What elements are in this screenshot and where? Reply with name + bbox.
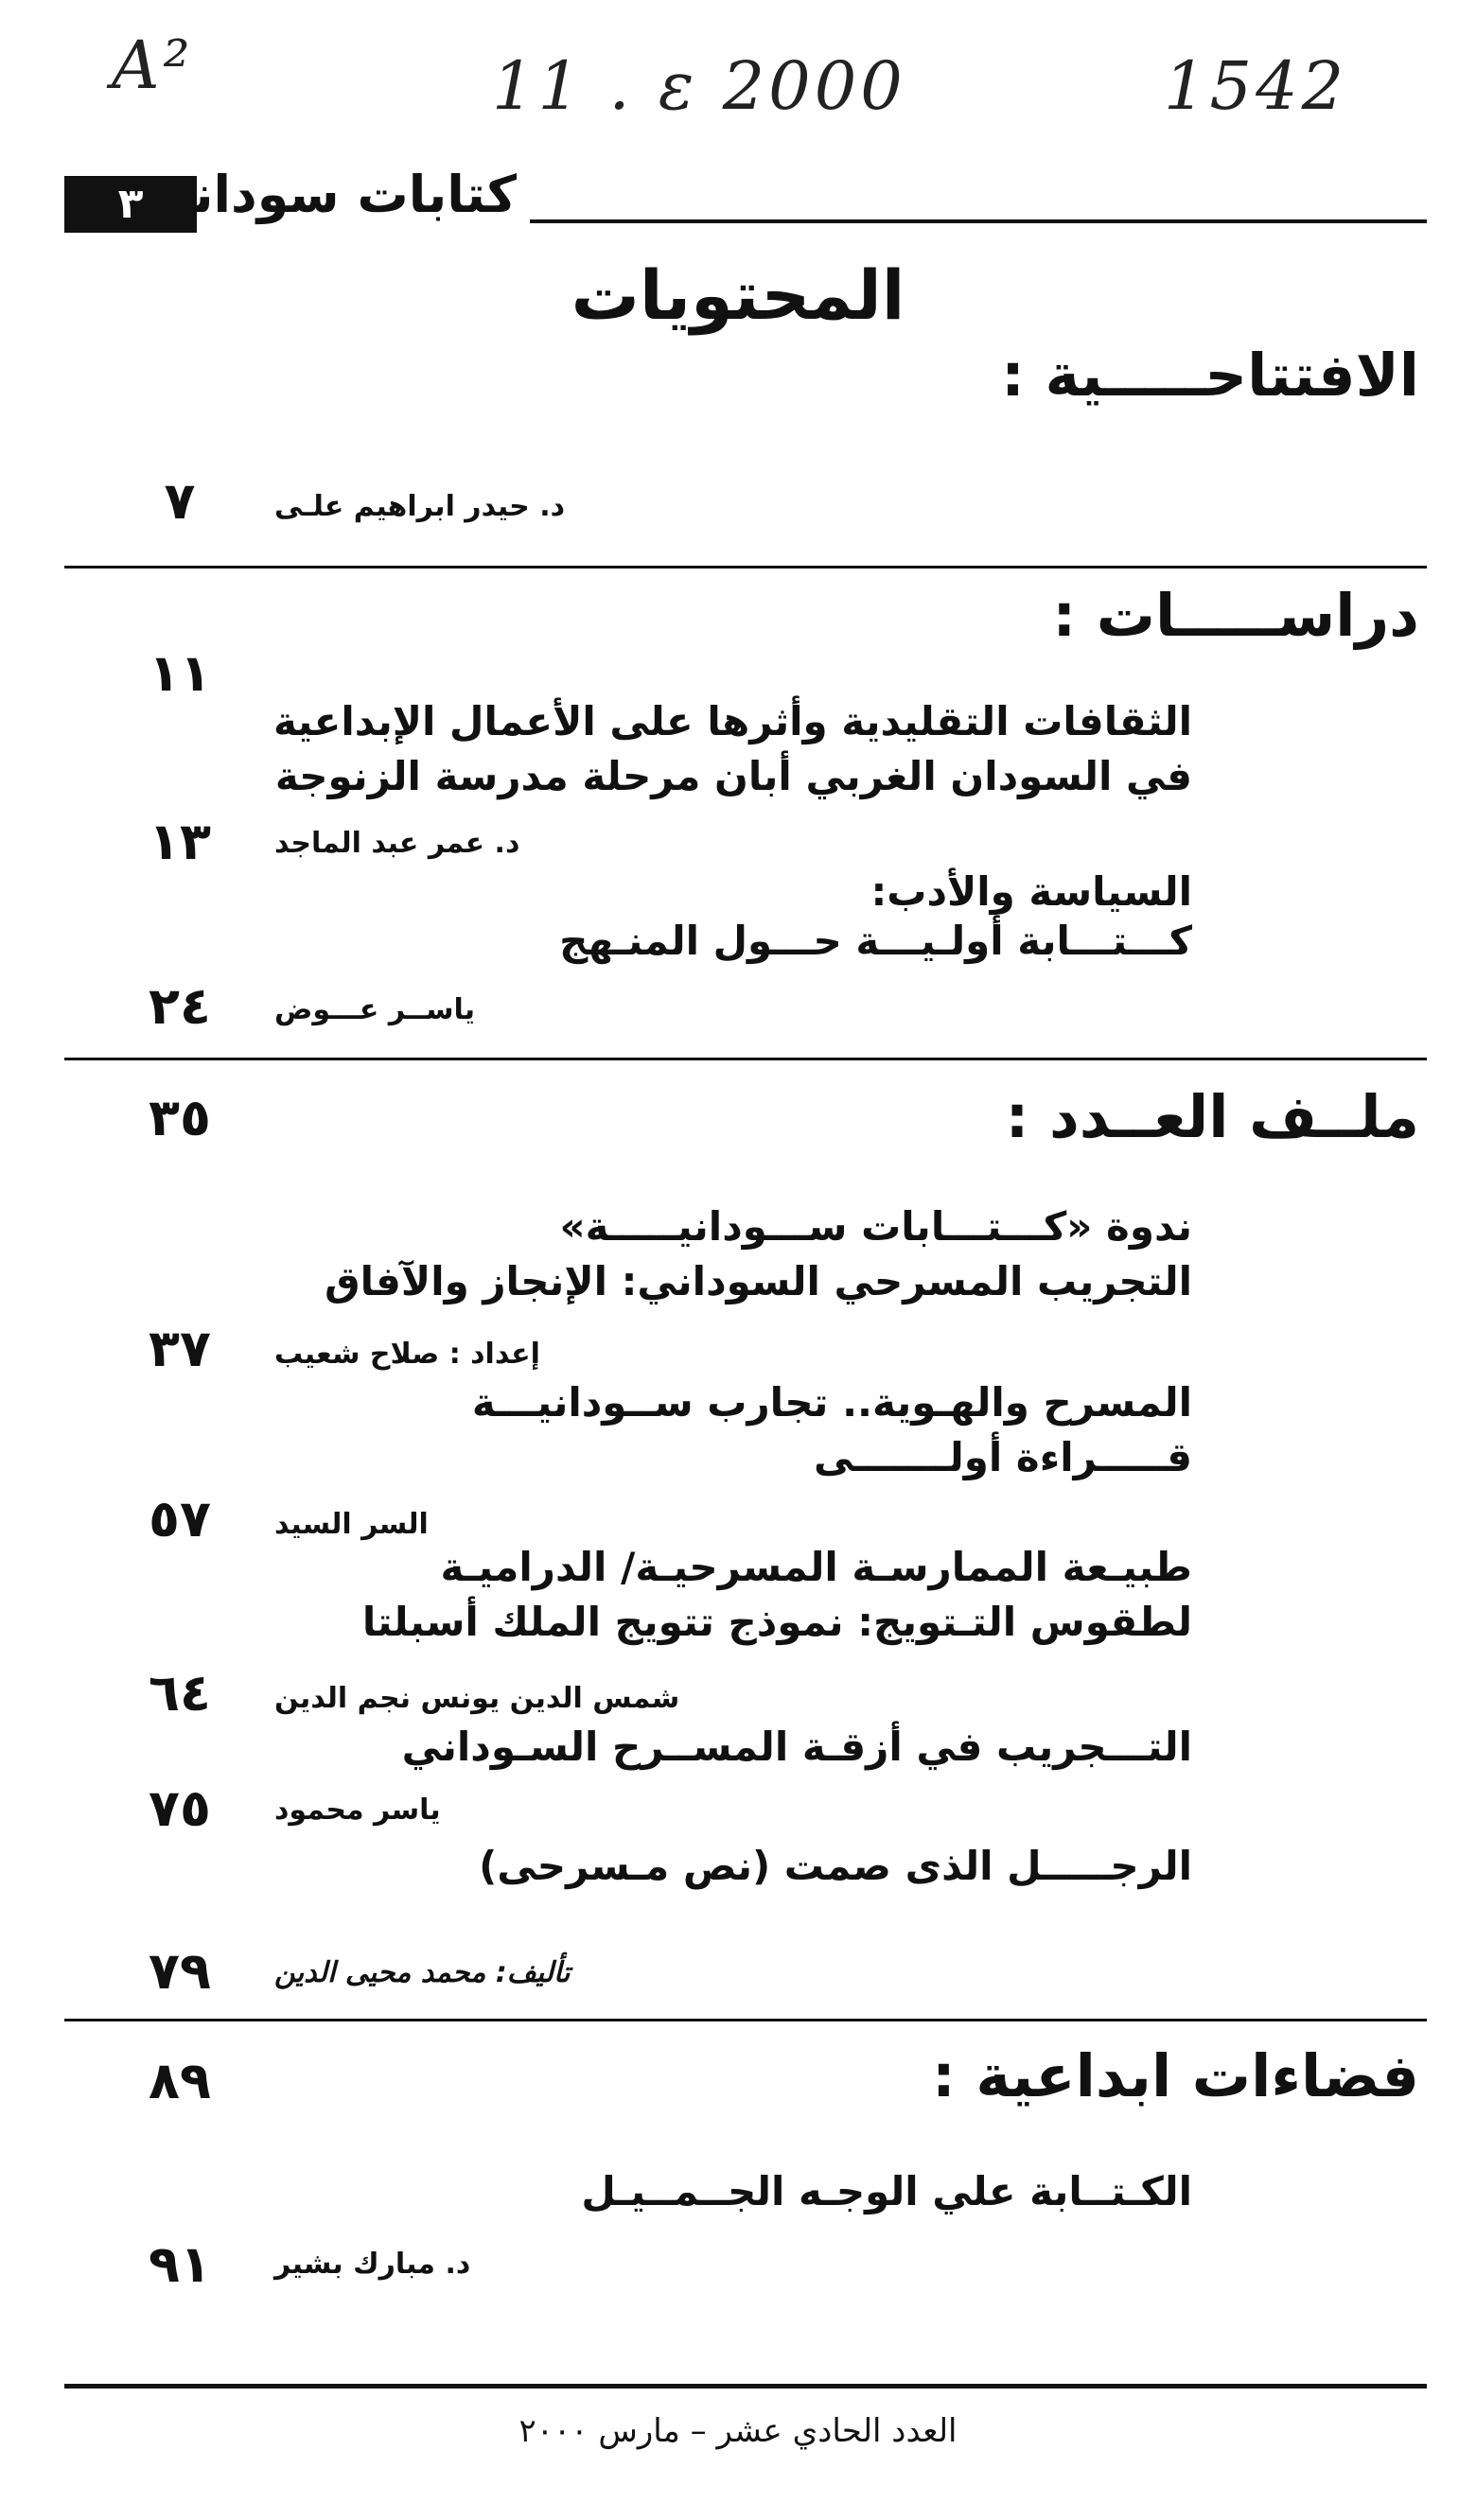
handwritten-date: 11 . ε 2000 — [492, 47, 906, 125]
page-number: ٣٧ — [149, 1319, 211, 1378]
section-divider — [64, 2019, 1427, 2021]
entry-title-line: الرجـــــل الذى صمت (نص مـسرحى) — [479, 1843, 1192, 1889]
entry-title-line: التجريب المسرحي السوداني: الإنجاز والآفاق — [325, 1258, 1192, 1304]
section-divider — [64, 566, 1427, 569]
page-number: ٢٤ — [149, 976, 211, 1036]
page-number: ٧٥ — [149, 1778, 211, 1838]
footer-rule — [64, 2384, 1427, 2389]
entry-title-line: ندوة «كـــتـــابات ســـودانيـــــة» — [559, 1203, 1192, 1250]
page-number: ٨٩ — [149, 2051, 211, 2110]
entry-title-line: قـــــراءة أولـــــــى — [814, 1434, 1192, 1480]
author: السر السيد — [274, 1508, 429, 1541]
entry-title-line: السياسة والأدب: — [870, 868, 1192, 915]
page-number: ٧ — [164, 471, 196, 531]
page-number: ١٣ — [149, 812, 211, 871]
author: إعداد : صلاح شعيب — [274, 1338, 540, 1371]
series-title: كتابات سودانية — [142, 165, 517, 224]
author: شمس الدين يونس نجم الدين — [274, 1682, 680, 1715]
author: د. مبارك بشير — [274, 2248, 471, 2281]
entry-title-line: المسرح والهـوية.. تجارب ســودانيـــة — [471, 1379, 1192, 1426]
section-heading-issue-file: ملــف العــدد : — [1005, 1082, 1419, 1151]
footer-issue: العدد الحادي عشر – مارس ٢٠٠٠ — [518, 2412, 958, 2450]
author: تأليف: محمد محيى الدين — [274, 1956, 571, 1989]
entry-title-line: كـــتـــابة أولـيـــة حـــول المنـهج — [559, 918, 1192, 964]
author: ياســر عـــوض — [274, 993, 476, 1026]
page-title: المحتويات — [571, 255, 905, 335]
author: ياسر محمود — [274, 1794, 441, 1827]
section-heading-editorial: الافتتاحـــــية : — [1001, 341, 1419, 410]
page-number: ١١ — [149, 643, 211, 703]
page-number: ٣٥ — [149, 1088, 211, 1147]
handwritten-mark: A² — [112, 26, 194, 104]
entry-title-line: طبيـعة الممارسـة المسرحيـة/ الدراميـة — [440, 1544, 1192, 1590]
entry-title-line: التـــجريب في أزقـة المســرح السـوداني — [401, 1724, 1192, 1770]
section-divider — [64, 1058, 1427, 1060]
section-heading-studies: دراســـــات : — [1052, 581, 1419, 650]
author: د. عمر عبد الماجد — [274, 827, 520, 860]
entry-title-line: الكـتــابة علي الوجـه الجــمــيـل — [581, 2168, 1192, 2214]
entry-title-line: لطقوس التـتويج: نموذج تتويج الملك أسبلتا — [361, 1599, 1192, 1645]
page-number: ٦٤ — [149, 1663, 211, 1723]
author: د. حيدر ابراهيم علـى — [274, 490, 566, 523]
page-number: ٥٧ — [149, 1489, 211, 1549]
page-number: ٧٩ — [149, 1941, 211, 2001]
page-number: ٩١ — [149, 2234, 211, 2294]
entry-title-line: الثقافات التقليدية وأثرها على الأعمال الإبداعية — [273, 698, 1192, 744]
section-heading-creative-spaces: فضاءات ابداعية : — [931, 2041, 1419, 2110]
issue-badge: ٣ — [64, 176, 197, 233]
header-rule — [530, 219, 1427, 223]
handwritten-number: 1542 — [1164, 47, 1348, 125]
entry-title-line: في السودان الغربي أبان مرحلة مدرسة الزنوجة — [274, 753, 1192, 799]
